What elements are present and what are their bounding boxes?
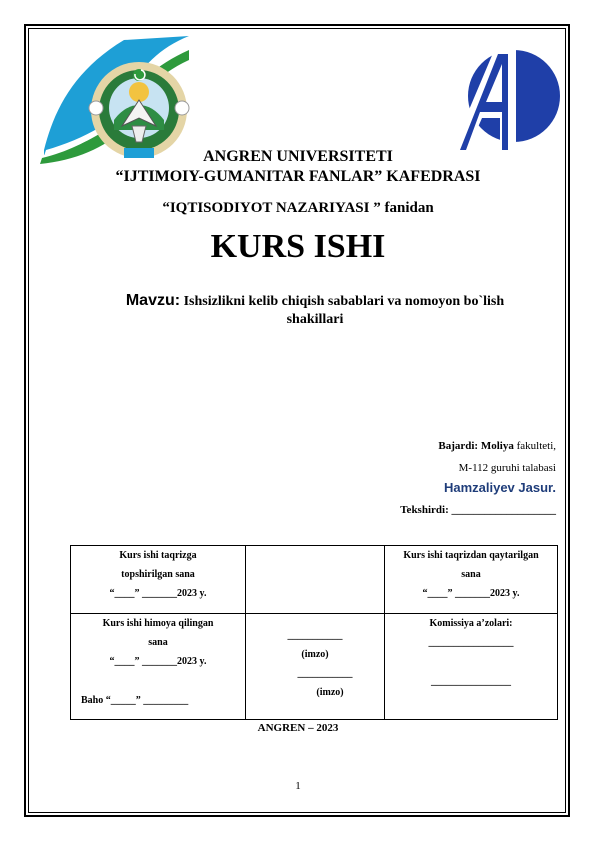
topic-text: Ishsizlikni kelib chiqish sabablari va nomoyon bo`lish shakillari <box>180 294 505 327</box>
review-submitted-cell <box>71 546 246 614</box>
university-logo-icon <box>452 40 560 152</box>
done-faculty: Moliya <box>478 440 514 452</box>
cell-line: “____” _______2023 y. <box>109 656 207 667</box>
commission-line: ________________ <box>431 676 511 687</box>
signature-label: (imzo) <box>301 649 329 660</box>
done-by <box>438 440 556 452</box>
student-name: Hamzaliyev Jasur. <box>443 480 556 495</box>
spacer <box>248 614 382 626</box>
grade-line: Baho “_____” _________ <box>81 695 189 706</box>
cell-line: Kurs ishi himoya qilingan <box>102 618 214 629</box>
cell-line: sana <box>461 569 481 580</box>
cell-line: Komissiya a’zolari: <box>429 618 513 629</box>
spacer <box>387 652 555 672</box>
signature-line: ___________ <box>297 668 353 679</box>
done-faculty-suffix: fakulteti, <box>513 440 556 452</box>
cell-line: Kurs ishi taqrizdan qaytarilgan <box>403 550 539 561</box>
university-name: ANGREN UNIVERSITETI <box>203 148 393 165</box>
commission-cell <box>385 614 558 720</box>
department-name: “IJTIMOIY-GUMANITAR FANLAR” KAFEDRASI <box>115 168 481 185</box>
state-emblem-icon <box>14 30 194 165</box>
spacer <box>73 671 243 691</box>
topic-label: Mavzu: <box>125 292 181 309</box>
place-year: ANGREN – 2023 <box>257 722 339 734</box>
table-row <box>71 614 558 720</box>
table-row <box>71 546 558 614</box>
signature-cell <box>246 614 385 720</box>
done-label: Bajardi: <box>438 440 479 452</box>
commission-line: _________________ <box>428 637 514 648</box>
review-returned-cell <box>385 546 558 614</box>
cell-line: “____” _______2023 y. <box>109 588 207 599</box>
cell-line: topshirilgan sana <box>121 569 195 580</box>
defense-date-cell <box>71 614 246 720</box>
cell-line: Kurs ishi taqrizga <box>119 550 197 561</box>
review-table <box>70 545 558 720</box>
page-number: 1 <box>295 780 301 792</box>
group: M-112 guruhi talabasi <box>458 462 556 474</box>
signature-label: (imzo) <box>316 687 344 698</box>
page-title: KURS ISHI <box>210 228 386 265</box>
signature-line: ___________ <box>287 630 343 641</box>
subject-line: “IQTISODIYOT NAZARIYASI ” fanidan <box>162 200 434 216</box>
cell-line: “____” _______2023 y. <box>422 588 520 599</box>
empty-cell <box>246 546 385 614</box>
topic <box>100 292 530 329</box>
checked-by: Tekshirdi: ___________________ <box>400 504 556 516</box>
cell-line: sana <box>148 637 168 648</box>
